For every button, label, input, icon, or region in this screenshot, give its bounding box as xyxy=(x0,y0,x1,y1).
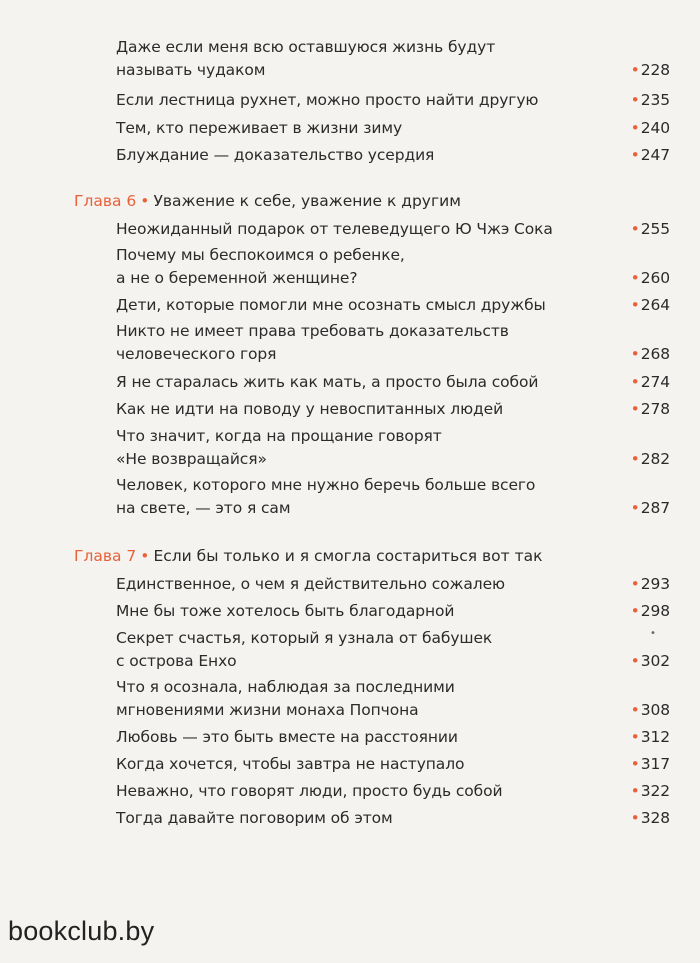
toc-entry-title: Любовь — это быть вместе на расстоянии xyxy=(116,728,458,746)
bullet-icon: • xyxy=(630,602,640,620)
bullet-icon: • xyxy=(140,192,150,210)
chapter-label: Глава 7 xyxy=(74,547,137,565)
toc-entry-page: •228 xyxy=(630,61,670,79)
toc-entry-page: •247 xyxy=(630,146,670,164)
toc-entry-title: Неожиданный подарок от телеведущего Ю Чжэ Сока xyxy=(116,220,553,238)
toc-entry[interactable] xyxy=(116,627,670,673)
bullet-icon: • xyxy=(630,269,640,287)
toc-entry-title: Что значит, когда на прощание говорят «Не возвращайся» xyxy=(116,427,442,468)
toc-entry-title: Секрет счастья, который я узнала от бабушек с острова Енхо xyxy=(116,629,493,670)
toc-entry[interactable] xyxy=(116,218,670,241)
toc-entry-page: •240 xyxy=(630,119,670,137)
toc-entry-page: •260 xyxy=(630,269,670,287)
toc-entry[interactable] xyxy=(116,117,670,140)
bullet-icon: • xyxy=(630,146,640,164)
toc-entry-page: •322 xyxy=(630,782,670,800)
toc-entry[interactable] xyxy=(116,573,670,596)
toc-entry[interactable] xyxy=(116,425,670,471)
bullet-icon: • xyxy=(140,547,150,565)
toc-entry-title: Если лестница рухнет, можно просто найти другую xyxy=(116,91,539,109)
chapter-title: Если бы только и я смогла состариться вот так xyxy=(153,547,543,565)
toc-entry-page: •264 xyxy=(630,296,670,314)
toc-entry-title: Единственное, о чем я действительно сожалею xyxy=(116,575,505,593)
bullet-icon: • xyxy=(630,652,640,670)
bullet-icon: • xyxy=(630,373,640,391)
bullet-icon: • xyxy=(630,755,640,773)
toc-entry-page: •328 xyxy=(630,809,670,827)
toc-entry[interactable] xyxy=(116,726,670,749)
bullet-icon: • xyxy=(630,400,640,418)
chapter-6-heading[interactable] xyxy=(74,190,461,213)
toc-entry[interactable] xyxy=(116,244,670,290)
bullet-icon: • xyxy=(630,61,640,79)
toc-entry-page: •255 xyxy=(630,220,670,238)
toc-entry[interactable] xyxy=(116,676,670,722)
bullet-icon: • xyxy=(630,296,640,314)
bullet-icon: • xyxy=(630,701,640,719)
toc-entry-title: Я не старалась жить как мать, а просто была собой xyxy=(116,373,539,391)
bullet-icon: • xyxy=(630,809,640,827)
toc-entry-title: Даже если меня всю оставшуюся жизнь будут называть чудаком xyxy=(116,38,496,79)
bullet-icon: • xyxy=(630,499,640,517)
toc-entry[interactable] xyxy=(116,294,670,317)
toc-entry-title: Тем, кто переживает в жизни зиму xyxy=(116,119,403,137)
bullet-icon: • xyxy=(630,450,640,468)
toc-entry-page: •282 xyxy=(630,450,670,468)
toc-entry-title: Блуждание — доказательство усердия xyxy=(116,146,435,164)
toc-entry[interactable] xyxy=(116,807,670,830)
toc-entry[interactable] xyxy=(116,371,670,394)
toc-entry-page: •293 xyxy=(630,575,670,593)
toc-entry-page: •287 xyxy=(630,499,670,517)
toc-entry[interactable] xyxy=(116,600,670,623)
toc-entry-page: •298 xyxy=(630,602,670,620)
toc-entry[interactable] xyxy=(116,753,670,776)
bullet-icon: • xyxy=(630,728,640,746)
toc-entry[interactable] xyxy=(116,36,670,82)
toc-entry[interactable] xyxy=(116,780,670,803)
toc-entry-page: •268 xyxy=(630,345,670,363)
bullet-icon: • xyxy=(630,575,640,593)
toc-entry-title: Никто не имеет права требовать доказательств человеческого горя xyxy=(116,322,509,363)
toc-entry-page: •302 xyxy=(630,652,670,670)
bullet-icon: • xyxy=(630,91,640,109)
toc-entry-title: Когда хочется, чтобы завтра не наступало xyxy=(116,755,465,773)
toc-entry-page: •312 xyxy=(630,728,670,746)
chapter-7-heading[interactable] xyxy=(74,545,543,568)
bullet-icon: • xyxy=(630,782,640,800)
toc-entry-page: •235 xyxy=(630,91,670,109)
bullet-icon: • xyxy=(630,220,640,238)
stray-dot-icon: • xyxy=(650,628,656,639)
toc-entry[interactable] xyxy=(116,320,670,366)
toc-entry[interactable] xyxy=(116,89,670,112)
toc-entry-page: •278 xyxy=(630,400,670,418)
chapter-title: Уважение к себе, уважение к другим xyxy=(153,192,461,210)
toc-entry-page: •308 xyxy=(630,701,670,719)
toc-entry-page: •317 xyxy=(630,755,670,773)
toc-entry-title: Дети, которые помогли мне осознать смысл дружбы xyxy=(116,296,546,314)
chapter-label: Глава 6 xyxy=(74,192,137,210)
bullet-icon: • xyxy=(630,345,640,363)
watermark: bookclub.by xyxy=(8,916,155,946)
toc-entry-title: Как не идти на поводу у невоспитанных людей xyxy=(116,400,504,418)
toc-entry[interactable] xyxy=(116,398,670,421)
toc-entry-title: Что я осознала, наблюдая за последними мгновениями жизни монаха Попчона xyxy=(116,678,455,719)
bullet-icon: • xyxy=(630,119,640,137)
toc-entry-title: Тогда давайте поговорим об этом xyxy=(116,809,393,827)
toc-entry-title: Человек, которого мне нужно беречь больше всего на свете, — это я сам xyxy=(116,476,536,517)
toc-entry[interactable] xyxy=(116,474,670,520)
toc-entry-title: Почему мы беспокоимся о ребенке, а не о беременной женщине? xyxy=(116,246,405,287)
toc-entry-title: Неважно, что говорят люди, просто будь собой xyxy=(116,782,503,800)
toc-entry[interactable] xyxy=(116,144,670,167)
toc-entry-page: •274 xyxy=(630,373,670,391)
toc-entry-title: Мне бы тоже хотелось быть благодарной xyxy=(116,602,455,620)
